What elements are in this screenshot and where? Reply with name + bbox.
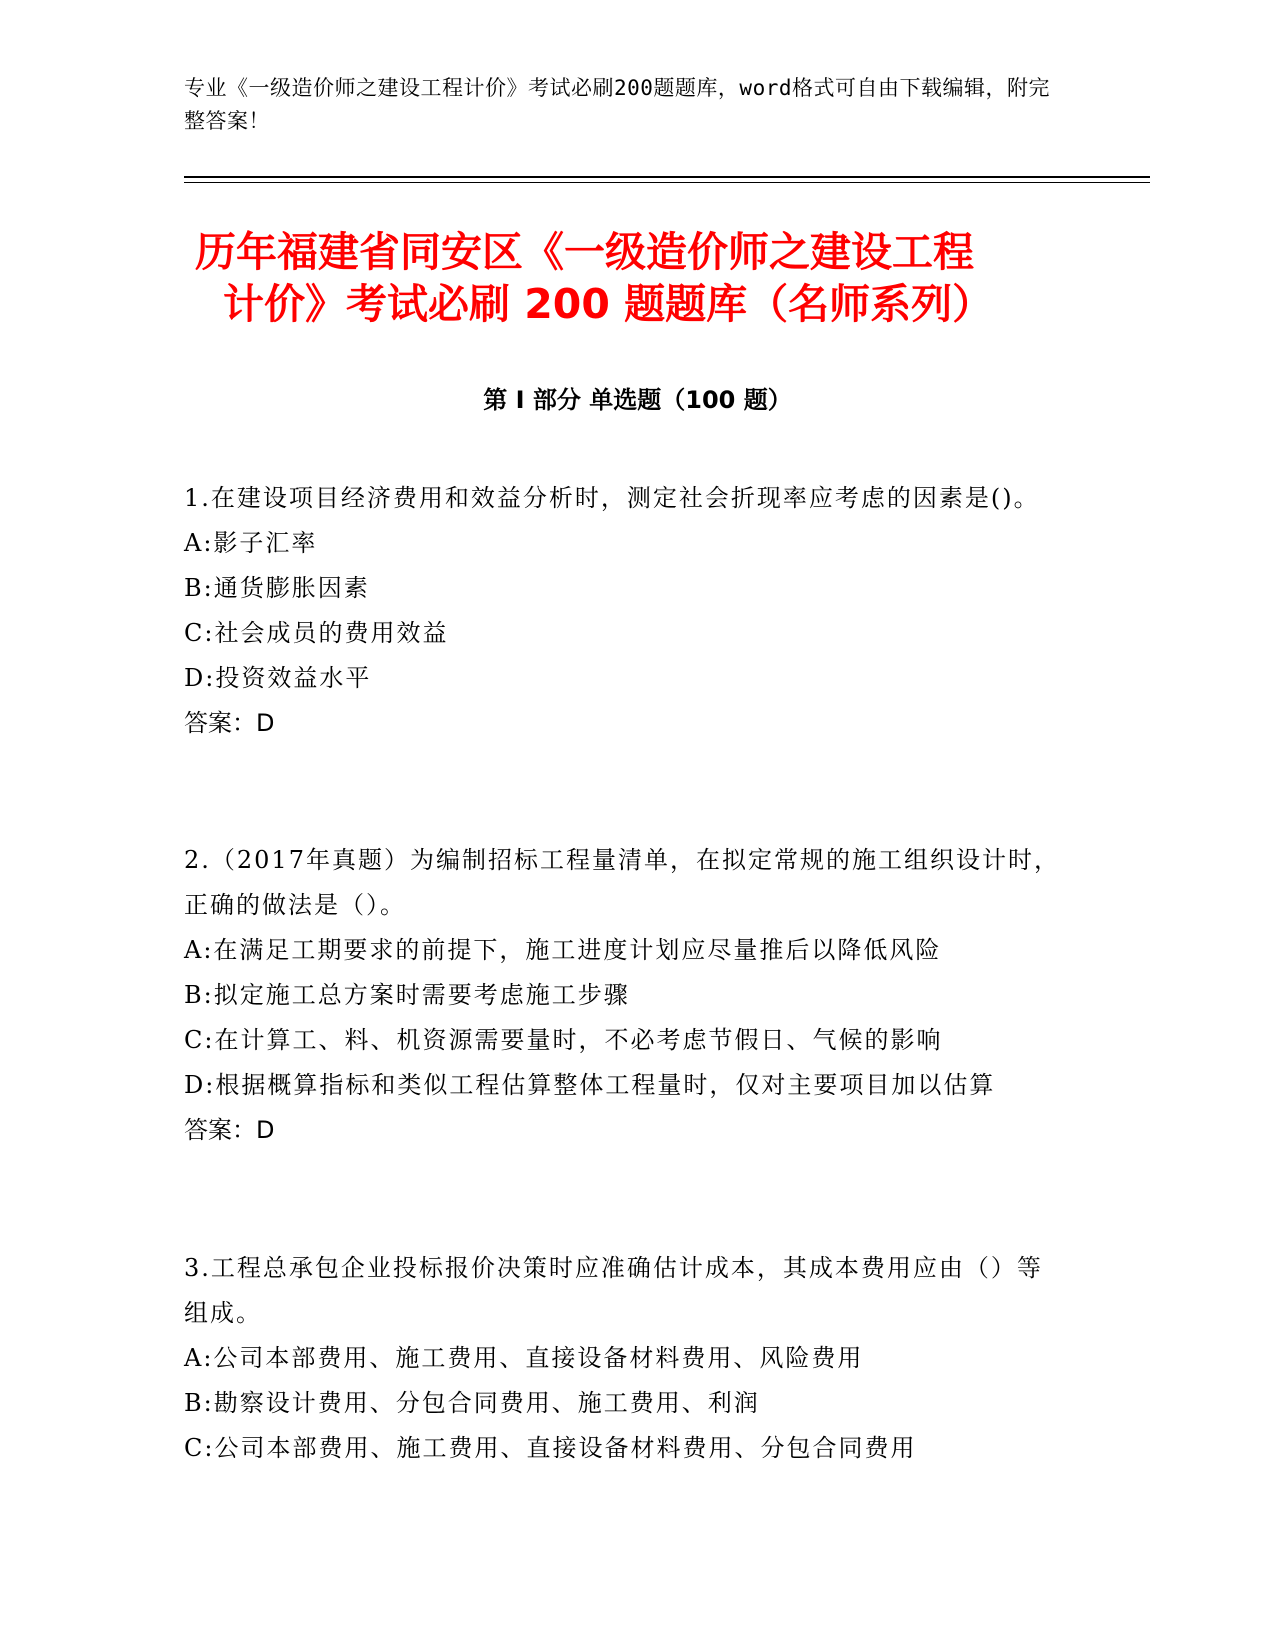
header-divider-thin (184, 182, 1150, 183)
option-a: A:影子汇率 (184, 529, 318, 557)
option-d: D:投资效益水平 (184, 664, 372, 692)
question-3 (184, 1246, 1064, 1471)
question-stem: 3.工程总承包企业投标报价决策时应准确估计成本，其成本费用应由（）等组成。 (184, 1254, 1043, 1327)
option-b: B:通货膨胀因素 (184, 574, 370, 602)
option-c: C:在计算工、料、机资源需要量时，不必考虑节假日、气候的影响 (184, 1026, 943, 1054)
document-title (195, 226, 1095, 330)
option-c: C:公司本部费用、施工费用、直接设备材料费用、分包合同费用 (184, 1434, 917, 1462)
section-title: 第 I 部分 单选题（100 题） (483, 386, 792, 414)
header-note: 专业《一级造价师之建设工程计价》考试必刷200题题库，word格式可自由下载编辑，附完整答案！ (184, 76, 1050, 133)
answer: 答案：D (184, 1116, 275, 1144)
option-c: C:社会成员的费用效益 (184, 619, 449, 647)
question-stem: 1.在建设项目经济费用和效益分析时，测定社会折现率应考虑的因素是()。 (184, 484, 1040, 512)
question-stem: 2.（2017年真题）为编制招标工程量清单，在拟定常规的施工组织设计时，正确的做法是（）。 (184, 846, 1060, 919)
question-1 (184, 476, 1064, 746)
question-2 (184, 838, 1064, 1153)
header-divider-thick (184, 176, 1150, 178)
document-title-line1: 历年福建省同安区《一级造价师之建设工程 (195, 228, 974, 276)
option-a: A:在满足工期要求的前提下，施工进度计划应尽量推后以降低风险 (184, 936, 942, 964)
document-title-line2: 计价》考试必刷 200 题题库（名师系列） (223, 280, 994, 328)
option-a: A:公司本部费用、施工费用、直接设备材料费用、风险费用 (184, 1344, 864, 1372)
option-d: D:根据概算指标和类似工程估算整体工程量时，仅对主要项目加以估算 (184, 1071, 996, 1099)
answer: 答案：D (184, 709, 275, 737)
option-b: B:勘察设计费用、分包合同费用、施工费用、利润 (184, 1389, 760, 1417)
option-b: B:拟定施工总方案时需要考虑施工步骤 (184, 981, 630, 1009)
